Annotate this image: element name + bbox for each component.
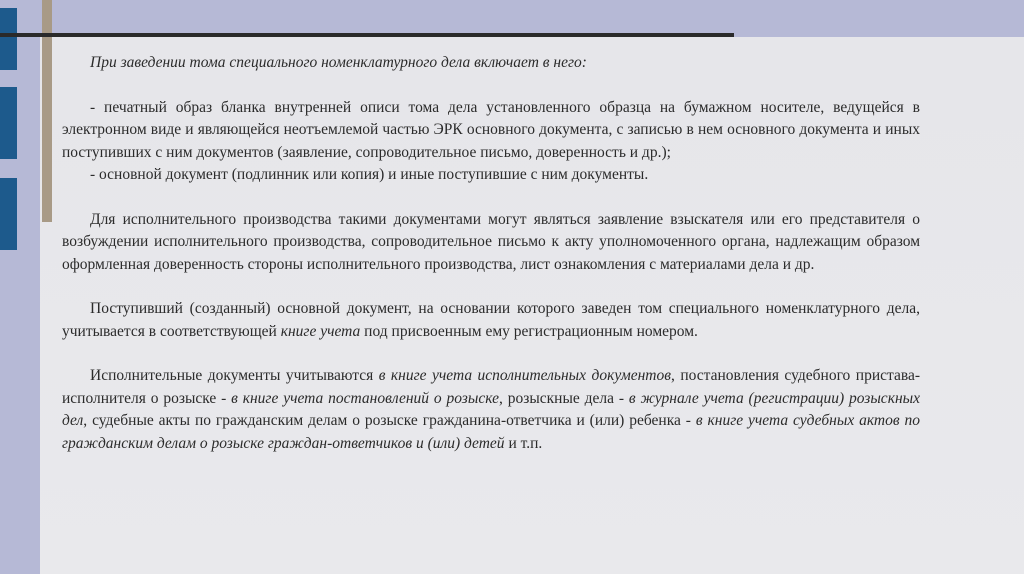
- paragraph-3: [62, 298, 920, 343]
- para4-text-g: , судебные акты по гражданским делам о розыске гражданина-ответчика и (или) ребенка -: [83, 412, 696, 429]
- decor-blue-block-2: [0, 87, 17, 159]
- list-item-1: - печатный образ бланка внутренней описи тома дела установленного образца на бумажном носителе, ведущейся в электронном виде и являющейся неотъемлемой частью ЭРК основного документа, с записью в нем основного документа и иных поступивших с ним документов (заявление, сопроводительное письмо, доверенность и др.);: [62, 98, 920, 161]
- para4-italic-f: в журнале учета (регистрации) розыскных дел: [62, 389, 921, 429]
- paragraph-4: [62, 365, 920, 455]
- slide-text: [62, 52, 920, 455]
- para4-text-a: Исполнительные документы учитываются: [90, 367, 379, 384]
- title-rule: [0, 33, 734, 37]
- paragraph-2: Для исполнительного производства такими документами могут являться заявление взыскателя или его представителя о возбуждении исполнительного производства, сопроводительное письмо к акту уполномоченного органа, надлежащим образом оформленная доверенность стороны исполнительного производства, лист ознакомления с материалами дела и др.: [62, 210, 920, 273]
- para4-italic-d: в книге учета постановлений о розыске: [231, 389, 499, 407]
- para3-italic-b: книге учета: [280, 322, 361, 340]
- para3-text-c: под присвоенным ему регистрационным номером.: [360, 322, 698, 340]
- para4-text-c: , постановления судебного пристава-исполнителя о розыске -: [62, 367, 920, 407]
- decor-blue-block-1: [0, 8, 17, 70]
- para3-text-a: Поступивший (созданный) основной документ, на основании которого заведен том специального номенклатурного дела, учитывается в соответствующей: [62, 300, 920, 340]
- para4-text-e: , розыскные дела -: [498, 389, 629, 407]
- para4-italic-b: в книге учета исполнительных документов: [378, 367, 671, 384]
- list-item-2: - основной документ (подлинник или копия) и иные поступившие с ним документы.: [90, 166, 649, 183]
- para4-italic-h: в книге учета судебных актов по гражданским делам о розыске граждан-ответчиков и (или) детей: [62, 412, 920, 452]
- para4-text-i: и т.п.: [504, 434, 543, 452]
- decor-blue-block-3: [0, 178, 17, 250]
- intro-line: При заведении тома специального номенклатурного дела включает в него:: [90, 54, 587, 71]
